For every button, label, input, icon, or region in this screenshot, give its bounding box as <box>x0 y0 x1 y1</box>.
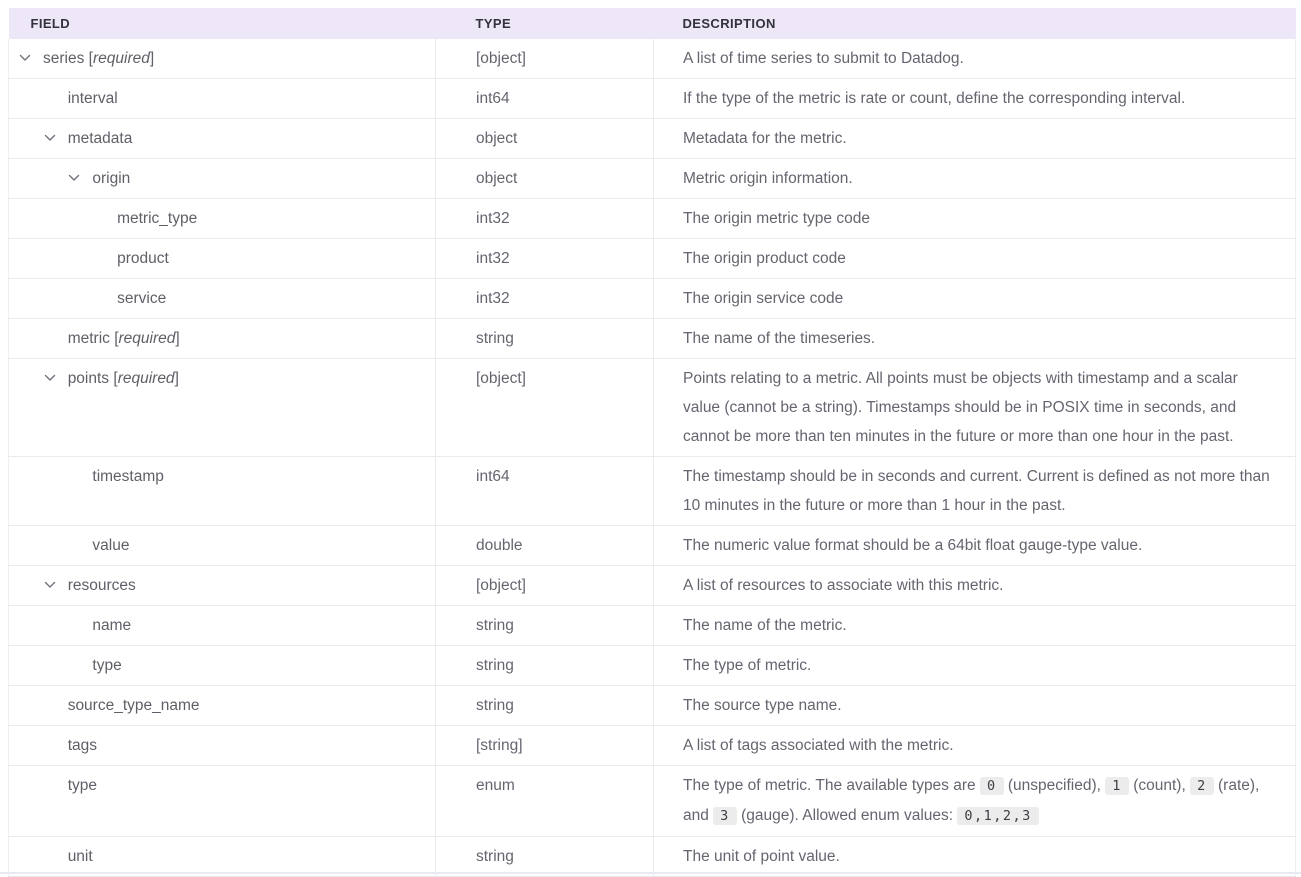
field-cell <box>9 566 436 606</box>
field-cell <box>9 319 436 359</box>
indent-spacer <box>68 462 92 491</box>
field-name: metric_type <box>117 210 198 227</box>
enum-value-chip: 0,1,2,3 <box>957 807 1038 825</box>
column-header-type: TYPE <box>436 8 654 39</box>
column-header-description: DESCRIPTION <box>654 8 1296 39</box>
field-name: unit <box>67 848 93 865</box>
field-cell <box>9 359 436 457</box>
field-cell <box>9 766 436 837</box>
section-divider <box>0 872 1301 874</box>
type-cell: string <box>436 606 654 646</box>
chevron-down-icon[interactable] <box>44 364 68 393</box>
table-row <box>9 457 1296 526</box>
table-row <box>9 526 1296 566</box>
chevron-down-icon[interactable] <box>44 571 68 600</box>
indent-spacer <box>44 84 68 113</box>
field-name: timestamp <box>92 468 164 485</box>
field-cell <box>9 837 436 877</box>
type-cell: object <box>436 119 654 159</box>
field-name: service <box>117 290 167 307</box>
field-cell <box>9 159 436 199</box>
table-header-row <box>9 8 1296 39</box>
field-cell <box>9 39 436 79</box>
indent-spacer <box>44 324 68 353</box>
type-cell: string <box>436 319 654 359</box>
table-row <box>9 319 1296 359</box>
description-cell: The timestamp should be in seconds and current. Current is defined as not more than 10 minutes in the future or more than 1 hour in the past. <box>654 457 1296 526</box>
fields-table <box>8 8 1296 877</box>
table-row <box>9 199 1296 239</box>
description-cell: The name of the metric. <box>654 606 1296 646</box>
description-cell: The type of metric. The available types are 0 (unspecified), 1 (count), 2 (rate), and 3 (gauge). Allowed enum values: 0,1,2,3 <box>654 766 1296 837</box>
table-row <box>9 686 1296 726</box>
description-cell: The source type name. <box>654 686 1296 726</box>
table-row <box>9 79 1296 119</box>
type-cell: [object] <box>436 566 654 606</box>
table-row <box>9 726 1296 766</box>
description-cell: The name of the timeseries. <box>654 319 1296 359</box>
table-row <box>9 646 1296 686</box>
table-row <box>9 119 1296 159</box>
type-cell: [string] <box>436 726 654 766</box>
description-cell: The origin product code <box>654 239 1296 279</box>
table-row <box>9 766 1296 837</box>
indent-spacer <box>44 731 68 760</box>
indent-spacer <box>44 771 68 800</box>
table-row <box>9 279 1296 319</box>
type-cell: string <box>436 686 654 726</box>
column-header-field: FIELD <box>9 8 436 39</box>
type-cell: string <box>436 837 654 877</box>
type-cell: int64 <box>436 457 654 526</box>
field-name: value <box>92 537 130 554</box>
description-cell: Metadata for the metric. <box>654 119 1296 159</box>
field-name: metric [required] <box>67 330 180 347</box>
table-row <box>9 566 1296 606</box>
field-cell <box>9 726 436 766</box>
description-cell: The origin service code <box>654 279 1296 319</box>
type-cell: [object] <box>436 39 654 79</box>
type-cell: [object] <box>436 359 654 457</box>
field-name: origin <box>92 170 131 187</box>
field-name: tags <box>67 737 97 754</box>
description-cell: A list of resources to associate with this metric. <box>654 566 1296 606</box>
type-cell: string <box>436 646 654 686</box>
description-cell: A list of tags associated with the metric. <box>654 726 1296 766</box>
field-cell <box>9 119 436 159</box>
type-cell: int32 <box>436 239 654 279</box>
description-cell: The numeric value format should be a 64bit float gauge-type value. <box>654 526 1296 566</box>
field-cell <box>9 239 436 279</box>
type-cell: enum <box>436 766 654 837</box>
field-name: points [required] <box>67 370 179 387</box>
type-cell: int32 <box>436 279 654 319</box>
enum-value-chip: 1 <box>1105 777 1129 795</box>
field-name: type <box>92 657 122 674</box>
field-name: name <box>92 617 132 634</box>
field-name: type <box>67 777 97 794</box>
chevron-down-icon[interactable] <box>44 124 68 153</box>
table-row <box>9 39 1296 79</box>
type-cell: int32 <box>436 199 654 239</box>
field-name: product <box>117 250 169 267</box>
indent-spacer <box>44 691 68 720</box>
field-cell <box>9 457 436 526</box>
field-cell <box>9 199 436 239</box>
description-cell: Metric origin information. <box>654 159 1296 199</box>
description-cell: Points relating to a metric. All points must be objects with timestamp and a scalar value (cannot be a string). Timestamps should be in POSIX time in seconds, and cannot be more than ten minutes in the future or more than one hour in the past. <box>654 359 1296 457</box>
field-name: series [required] <box>43 50 155 67</box>
table-row <box>9 239 1296 279</box>
type-cell: object <box>436 159 654 199</box>
description-cell: The type of metric. <box>654 646 1296 686</box>
enum-value-chip: 2 <box>1190 777 1214 795</box>
field-name: resources <box>67 577 136 594</box>
table-row <box>9 159 1296 199</box>
type-cell: double <box>436 526 654 566</box>
description-cell: The origin metric type code <box>654 199 1296 239</box>
field-name: source_type_name <box>67 697 200 714</box>
chevron-down-icon[interactable] <box>68 164 92 193</box>
indent-spacer <box>93 284 117 313</box>
table-row <box>9 837 1296 877</box>
description-cell: If the type of the metric is rate or count, define the corresponding interval. <box>654 79 1296 119</box>
field-name: metadata <box>67 130 133 147</box>
indent-spacer <box>93 244 117 273</box>
field-cell <box>9 79 436 119</box>
table-row <box>9 359 1296 457</box>
field-cell <box>9 279 436 319</box>
field-cell <box>9 606 436 646</box>
description-cell: The unit of point value. <box>654 837 1296 877</box>
description-cell: A list of time series to submit to Datadog. <box>654 39 1296 79</box>
table-row <box>9 606 1296 646</box>
indent-spacer <box>68 531 92 560</box>
chevron-down-icon[interactable] <box>19 44 43 73</box>
indent-spacer <box>68 651 92 680</box>
field-cell <box>9 686 436 726</box>
field-cell <box>9 646 436 686</box>
enum-value-chip: 3 <box>713 807 737 825</box>
type-cell: int64 <box>436 79 654 119</box>
field-name: interval <box>67 90 118 107</box>
indent-spacer <box>68 611 92 640</box>
indent-spacer <box>93 204 117 233</box>
indent-spacer <box>44 842 68 871</box>
field-cell <box>9 526 436 566</box>
enum-value-chip: 0 <box>980 777 1004 795</box>
